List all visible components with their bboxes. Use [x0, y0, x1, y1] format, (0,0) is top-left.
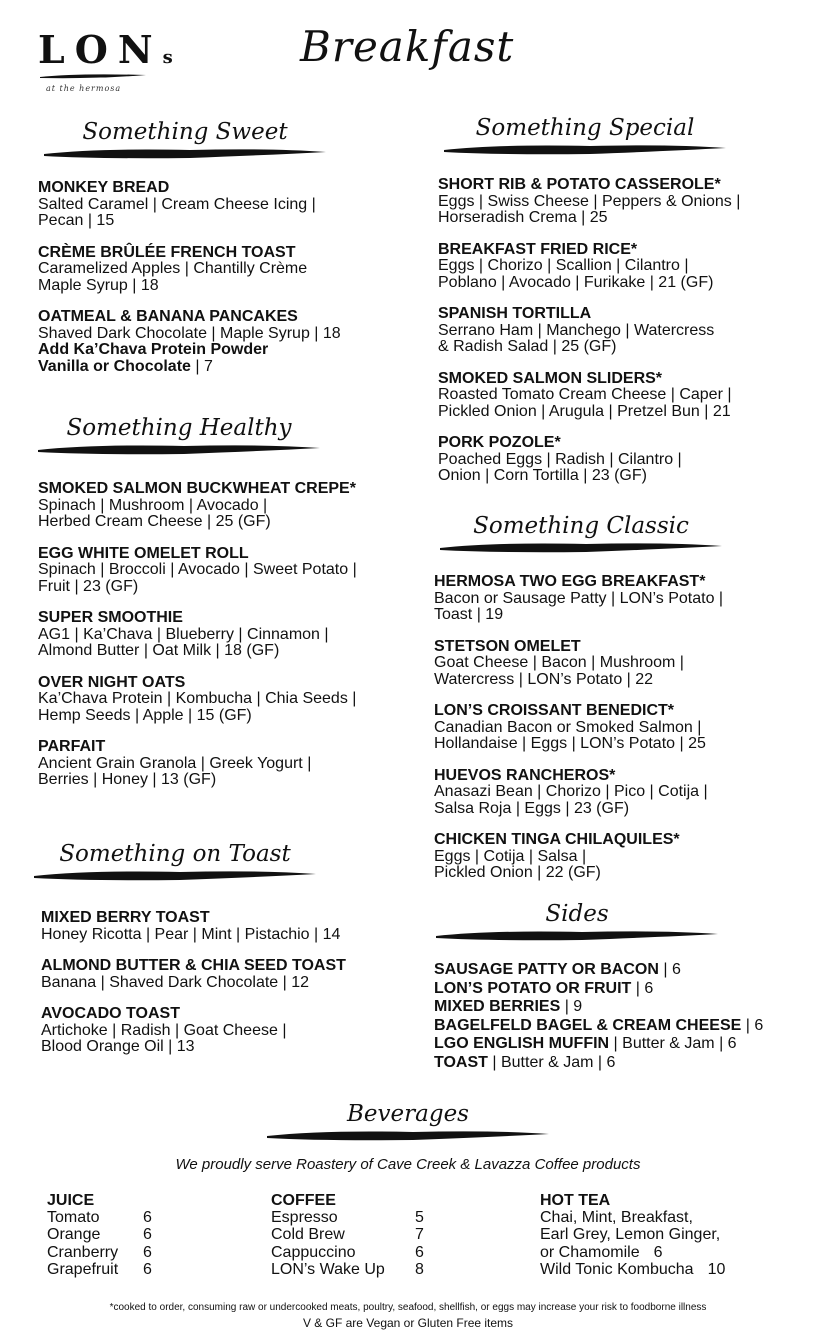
item-desc: Honey Ricotta | Pear | Mint | Pistachio | 14 — [41, 925, 341, 943]
coffee-item: LON’s Wake Up 8 — [271, 1260, 424, 1278]
logo-tagline: at the hermosa — [46, 84, 122, 93]
section-title: Something Sweet — [82, 119, 288, 145]
side-item — [434, 998, 804, 1017]
logo-suffix: s — [162, 47, 173, 68]
item-desc: Hemp Seeds | Apple | 15 (GF) — [38, 706, 252, 724]
tea-line: or Chamomile 6 — [540, 1243, 663, 1261]
menu-item — [38, 481, 418, 531]
side-price: | 6 — [658, 961, 681, 978]
item-name: OATMEAL & BANANA PANCAKES — [38, 308, 298, 325]
footer-legend: V & GF are Vegan or Gluten Free items — [302, 1316, 514, 1330]
brush-stroke-divider — [30, 868, 320, 882]
menu-item — [41, 910, 411, 943]
menu-item — [438, 371, 808, 421]
menu-item — [38, 610, 418, 660]
item-name: AVOCADO TOAST — [41, 1005, 180, 1022]
menu-list-special — [438, 177, 808, 500]
item-desc: Fruit | 23 (GF) — [38, 577, 139, 595]
item-desc: Toast | 19 — [434, 606, 504, 623]
section-header-sweet — [40, 118, 330, 160]
section-title: Something Special — [475, 115, 695, 141]
menu-item — [438, 177, 808, 227]
item-desc: Salsa Roja | Eggs | 23 (GF) — [434, 799, 630, 817]
menu-item — [434, 574, 804, 624]
menu-list-sweet — [38, 180, 408, 390]
menu-item — [38, 309, 408, 375]
item-desc: Pickled Onion | 22 (GF) — [434, 864, 601, 881]
brush-stroke-divider — [432, 928, 722, 942]
item-name: BREAKFAST FRIED RICE* — [438, 240, 638, 258]
item-desc: Herbed Cream Cheese | 25 (GF) — [38, 513, 271, 530]
item-desc: Canadian Bacon or Smoked Salmon | — [434, 718, 702, 736]
item-name: CHICKEN TINGA CHILAQUILES* — [434, 831, 680, 848]
item-name: EGG WHITE OMELET ROLL — [38, 544, 249, 562]
kombucha-price: 10 — [707, 1260, 726, 1278]
menu-item — [38, 245, 408, 295]
juice-item: Tomato 6 — [47, 1209, 152, 1227]
menu-item — [434, 768, 804, 818]
menu-item — [38, 739, 418, 789]
item-name: ALMOND BUTTER & CHIA SEED TOAST — [41, 957, 346, 974]
item-desc: Bacon or Sausage Patty | LON’s Potato | — [434, 589, 724, 607]
tea-line: Wild Tonic Kombucha 10 — [540, 1260, 726, 1278]
item-name: PORK POZOLE* — [438, 434, 561, 451]
item-name: SPANISH TORTILLA — [438, 305, 592, 322]
beverage-note: We proudly serve Roastery of Cave Creek & Lavazza Coffee products — [175, 1156, 641, 1173]
tea-line: Chai, Mint, Breakfast, — [540, 1209, 693, 1227]
menu-item — [438, 242, 808, 292]
section-title: Something Healthy — [66, 415, 292, 441]
menu-item — [434, 832, 804, 882]
coffee-item: Cold Brew 7 — [271, 1226, 424, 1244]
tea-heading: HOT TEA — [540, 1192, 611, 1209]
side-price: | 6 — [741, 1016, 764, 1034]
logo-wordmark: LON — [38, 27, 163, 72]
item-desc: Horseradish Crema | 25 — [438, 209, 608, 226]
item-desc: Caramelized Apples | Chantilly Crème — [38, 260, 308, 277]
sides-list — [434, 961, 804, 1073]
menu-item — [438, 306, 808, 356]
brush-stroke-divider — [34, 442, 324, 456]
coffee-item: Cappuccino 6 — [271, 1243, 424, 1261]
side-name: LGO ENGLISH MUFFIN — [434, 1035, 610, 1053]
item-name: STETSON OMELET — [434, 637, 581, 655]
item-desc: Salted Caramel | Cream Cheese Icing | — [38, 195, 316, 213]
item-name: SUPER SMOOTHIE — [38, 609, 183, 626]
item-desc: Banana | Shaved Dark Chocolate | 12 — [41, 973, 310, 991]
item-desc: Poblano | Avocado | Furikake | 21 (GF) — [438, 273, 714, 291]
item-name: SMOKED SALMON BUCKWHEAT CREPE* — [38, 480, 356, 497]
item-name: HERMOSA TWO EGG BREAKFAST* — [434, 573, 706, 590]
item-desc: Almond Butter | Oat Milk | 18 (GF) — [38, 642, 280, 659]
juice-item: Cranberry 6 — [47, 1243, 152, 1261]
item-desc: Berries | Honey | 13 (GF) — [38, 771, 217, 788]
section-header-healthy — [34, 414, 324, 456]
side-price: | Butter & Jam | 6 — [487, 1053, 616, 1071]
menu-item — [438, 435, 808, 485]
section-title: Something on Toast — [59, 841, 291, 867]
section-header-classic — [436, 512, 726, 554]
item-addon: Vanilla or Chocolate | 7 — [38, 357, 213, 375]
item-name: CRÈME BRÛLÉE FRENCH TOAST — [38, 243, 296, 261]
menu-list-classic — [434, 574, 804, 897]
brush-stroke-divider — [40, 146, 330, 160]
logo — [38, 27, 173, 93]
menu-item — [38, 546, 418, 596]
item-addon-price: | 7 — [190, 357, 213, 375]
section-title: Beverages — [347, 1101, 469, 1127]
side-item — [434, 1017, 804, 1036]
item-desc: Roasted Tomato Cream Cheese | Caper | — [438, 386, 732, 403]
brush-stroke-divider — [263, 1128, 553, 1142]
section-header-toast — [30, 840, 320, 882]
coffee-item: Espresso 5 — [271, 1209, 424, 1227]
item-desc: Shaved Dark Chocolate | Maple Syrup | 18 — [38, 324, 341, 342]
brush-stroke-divider — [440, 142, 730, 156]
item-name: MIXED BERRY TOAST — [41, 909, 210, 926]
item-name: SHORT RIB & POTATO CASSEROLE* — [438, 176, 721, 193]
item-desc: Spinach | Broccoli | Avocado | Sweet Potato | — [38, 561, 357, 578]
side-name: MIXED BERRIES — [434, 998, 561, 1016]
coffee-heading: COFFEE — [271, 1192, 336, 1209]
page-title: Breakfast — [300, 22, 515, 71]
menu-list-toast — [41, 910, 411, 1071]
item-addon: Add Ka’Chava Protein Powder — [38, 341, 269, 358]
juice-list — [47, 1192, 197, 1278]
item-desc: Watercress | LON’s Potato | 22 — [434, 670, 654, 688]
item-desc: Artichoke | Radish | Goat Cheese | — [41, 1021, 287, 1039]
footer-disclaimer: *cooked to order, consuming raw or undercooked meats, poultry, seafood, shellfish, or eggs may increase your risk to foodborne illness — [109, 1302, 707, 1313]
menu-item — [434, 703, 804, 753]
section-title: Sides — [545, 901, 609, 927]
menu-list-healthy — [38, 481, 418, 804]
menu-item — [38, 180, 408, 230]
tea-list — [540, 1192, 800, 1278]
side-price: | 6 — [631, 979, 654, 997]
item-name: OVER NIGHT OATS — [38, 673, 186, 691]
item-desc: & Radish Salad | 25 (GF) — [438, 338, 617, 355]
side-item — [434, 1035, 804, 1054]
coffee-list — [271, 1192, 451, 1278]
juice-heading: JUICE — [47, 1192, 95, 1209]
menu-item — [434, 639, 804, 689]
item-desc: Spinach | Mushroom | Avocado | — [38, 496, 268, 514]
tea-line: Earl Grey, Lemon Ginger, — [540, 1226, 721, 1244]
menu-item — [41, 1006, 411, 1056]
side-price: | Butter & Jam | 6 — [609, 1035, 737, 1053]
side-name: BAGELFELD BAGEL & CREAM CHEESE — [434, 1016, 742, 1034]
menu-item — [41, 958, 411, 991]
section-title: Something Classic — [473, 513, 689, 539]
item-desc: Eggs | Chorizo | Scallion | Cilantro | — [438, 257, 689, 274]
section-header-special — [440, 114, 730, 156]
side-name: SAUSAGE PATTY OR BACON — [434, 961, 659, 978]
menu-item — [38, 675, 418, 725]
item-desc: Goat Cheese | Bacon | Mushroom | — [434, 654, 684, 671]
section-header-beverages — [263, 1100, 553, 1142]
juice-item: Grapefruit 6 — [47, 1260, 152, 1278]
juice-item: Orange 6 — [47, 1226, 152, 1244]
side-item — [434, 1054, 804, 1073]
item-desc: Pickled Onion | Arugula | Pretzel Bun | 21 — [438, 402, 731, 420]
item-name: SMOKED SALMON SLIDERS* — [438, 369, 663, 387]
side-price: | 9 — [560, 998, 583, 1016]
side-name: LON’S POTATO OR FRUIT — [434, 979, 632, 997]
item-desc: Maple Syrup | 18 — [38, 276, 159, 294]
section-header-sides — [432, 900, 722, 942]
item-desc: Poached Eggs | Radish | Cilantro | — [438, 450, 682, 468]
item-name: PARFAIT — [38, 738, 106, 755]
item-desc: Blood Orange Oil | 13 — [41, 1038, 195, 1055]
side-item — [434, 961, 804, 980]
item-name: LON’S CROISSANT BENEDICT* — [434, 702, 675, 719]
side-item — [434, 980, 804, 999]
item-desc: Onion | Corn Tortilla | 23 (GF) — [438, 467, 647, 484]
item-desc: AG1 | Ka’Chava | Blueberry | Cinnamon | — [38, 625, 329, 643]
item-name: HUEVOS RANCHEROS* — [434, 766, 616, 784]
item-desc: Anasazi Bean | Chorizo | Pico | Cotija | — [434, 783, 708, 800]
brush-stroke-divider — [436, 540, 726, 554]
tea-price: 6 — [653, 1243, 663, 1261]
item-name: MONKEY BREAD — [38, 179, 170, 196]
item-desc: Hollandaise | Eggs | LON’s Potato | 25 — [434, 735, 706, 752]
item-desc: Ancient Grain Granola | Greek Yogurt | — [38, 754, 312, 772]
item-desc: Ka’Chava Protein | Kombucha | Chia Seeds | — [38, 690, 357, 707]
item-desc: Pecan | 15 — [38, 212, 115, 229]
item-desc: Eggs | Cotija | Salsa | — [434, 847, 587, 865]
item-desc: Eggs | Swiss Cheese | Peppers & Onions | — [438, 192, 741, 210]
item-desc: Serrano Ham | Manchego | Watercress — [438, 321, 715, 339]
side-name: TOAST — [434, 1053, 488, 1071]
